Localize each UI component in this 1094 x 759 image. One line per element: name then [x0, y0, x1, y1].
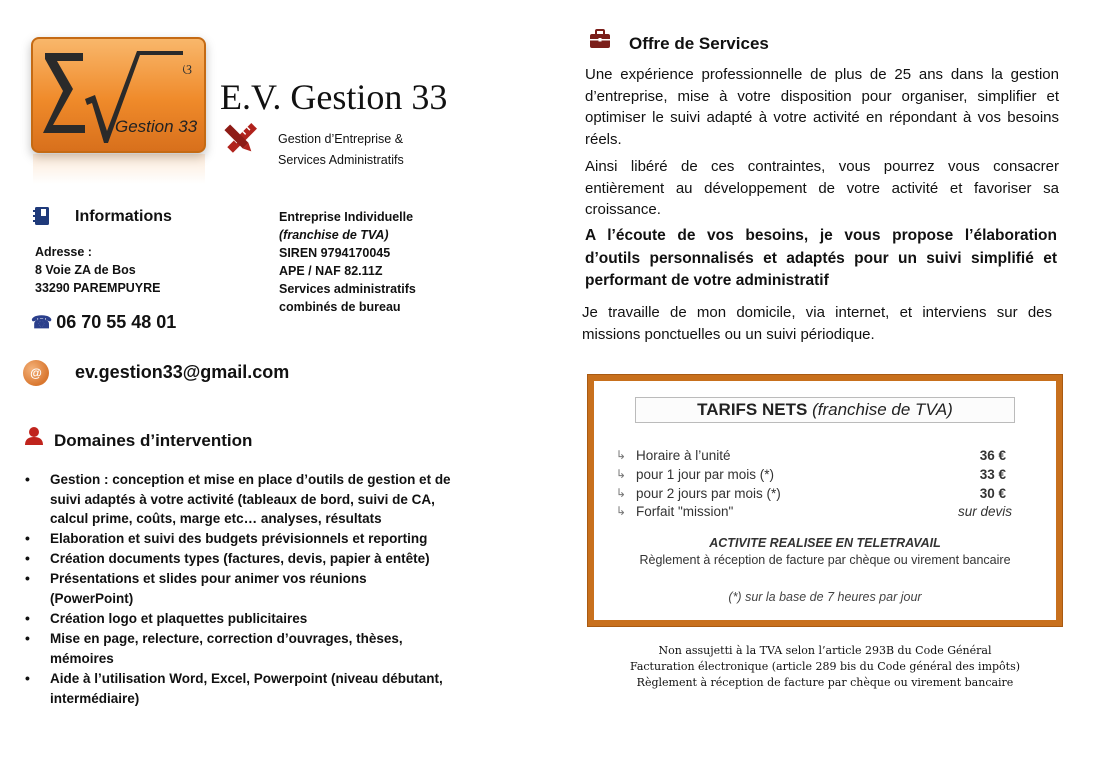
informations-heading: Informations — [75, 208, 172, 225]
domaines-list — [22, 470, 452, 709]
email-address[interactable]: ev.gestion33@gmail.com — [75, 362, 290, 382]
company-title: E.V. Gestion 33 — [220, 77, 448, 117]
activity-line-2: combinés de bureau — [279, 300, 401, 314]
tarif-label: Forfait "mission" — [636, 504, 734, 519]
hours-footnote: (*) sur la base de 7 heures par jour — [728, 590, 922, 604]
list-item: • Présentations et slides pour animer vos réunions (PowerPoint) — [22, 569, 452, 608]
tarif-row — [616, 504, 1012, 523]
list-item: • Création logo et plaquettes publicitaires — [22, 609, 452, 629]
tarif-row — [616, 448, 1006, 467]
pencil-ruler-icon — [222, 122, 258, 158]
logo — [31, 37, 206, 153]
domaines-heading: Domaines d’intervention — [54, 431, 253, 450]
logo-text: Gestion 33 — [115, 117, 198, 136]
list-item: • Gestion : conception et mise en place d’outils de gestion et de suivi adaptés à votre activité (tableaux de bord, suivi de CA, calcul prime, coûts, marge etc… analyses, résultats — [22, 470, 452, 529]
ape-code: APE / NAF 82.11Z — [279, 264, 383, 278]
reglement-notice: Règlement à réception de facture par chèque ou virement bancaire — [639, 553, 1011, 567]
briefcase-icon — [589, 29, 611, 49]
legal-info-block — [279, 208, 416, 316]
tarif-row — [616, 467, 1006, 486]
company-subtitle — [278, 129, 404, 171]
list-item: • Création documents types (factures, devis, papier à entête) — [22, 549, 452, 569]
subtitle-line-2: Services Administratifs — [278, 153, 404, 167]
phone-text: 06 70 55 48 01 — [56, 312, 177, 332]
arrow-icon: ↳ — [616, 504, 627, 518]
footer-notes — [588, 643, 1062, 691]
address-label: Adresse : — [35, 245, 92, 259]
tarif-price: 36 € — [979, 448, 1006, 463]
arrow-icon: ↳ — [616, 467, 627, 481]
tarif-price: 33 € — [979, 467, 1006, 482]
address-line-1: 8 Voie ZA de Bos — [35, 263, 136, 277]
tarifs-box — [588, 375, 1062, 626]
offre-heading: Offre de Services — [629, 34, 769, 53]
telephone-icon: ☎ — [31, 313, 53, 332]
logo-reflection — [33, 154, 205, 184]
offre-paragraph-2: Ainsi libéré de ces contraintes, vous pourrez vous consacrer entièrement au développement de votre activité et favoriser sa croissance. — [585, 158, 1059, 218]
offre-paragraph-3: A l’écoute de vos besoins, je vous propose l’élaboration d’outils personnalisés et adaptés pour un suivi simplifié et performant de votre administratif — [585, 227, 1057, 289]
tarif-label: Horaire à l’unité — [636, 448, 731, 463]
subtitle-line-1: Gestion d’Entreprise & — [278, 132, 404, 146]
footer-line-1: Non assujetti à la TVA selon l’article 293B du Code Général — [658, 644, 992, 657]
tarif-label: pour 1 jour par mois (*) — [636, 467, 775, 482]
teletravail-notice: ACTIVITE REALISEE EN TELETRAVAIL — [709, 536, 941, 550]
list-item: • Aide à l’utilisation Word, Excel, Powerpoint (niveau débutant, intermédiaire) — [22, 669, 452, 708]
tarifs-title-italic: (franchise de TVA) — [812, 400, 953, 419]
person-icon — [24, 426, 44, 446]
arrow-icon: ↳ — [616, 448, 627, 462]
list-item: • Mise en page, relecture, correction d’ouvrages, thèses, mémoires — [22, 629, 452, 668]
tarif-row — [616, 486, 1006, 505]
offre-paragraph-1: Une expérience professionnelle de plus de 25 ans dans la gestion d’entreprise, mise à votre disposition pour organiser, simplifier et optimiser le suivi adapté à votre activité en répondant à vos besoins réels. — [585, 66, 1059, 148]
offre-paragraph-4: Je travaille de mon domicile, via internet, et interviens sur des missions ponctuelles ou un suivi périodique. — [582, 304, 1052, 343]
footer-line-3: Règlement à réception de facture par chèque ou virement bancaire — [636, 676, 1014, 689]
tarifs-title — [635, 397, 1015, 423]
tarif-price: 30 € — [979, 486, 1006, 501]
butterfly-icon: ଓ — [182, 61, 192, 77]
tarifs-title-bold: TARIFS NETS — [697, 400, 808, 419]
activity-line-1: Services administratifs — [279, 282, 416, 296]
list-item: • Elaboration et suivi des budgets prévisionnels et reporting — [22, 529, 452, 549]
legal-status: Entreprise Individuelle — [279, 210, 414, 224]
address-line-2: 33290 PAREMPUYRE — [35, 281, 161, 295]
tva-status: (franchise de TVA) — [279, 228, 389, 242]
footer-line-2: Facturation électronique (article 289 bis du Code général des impôts) — [629, 660, 1021, 673]
phone-number[interactable] — [31, 312, 176, 333]
siren-number: SIREN 9794170045 — [279, 246, 391, 260]
arrow-icon: ↳ — [616, 486, 627, 500]
tarif-price: sur devis — [957, 504, 1012, 519]
email-icon: @ — [23, 360, 49, 386]
address-block — [35, 243, 161, 297]
tarif-label: pour 2 jours par mois (*) — [636, 486, 781, 501]
notebook-icon — [33, 206, 51, 226]
